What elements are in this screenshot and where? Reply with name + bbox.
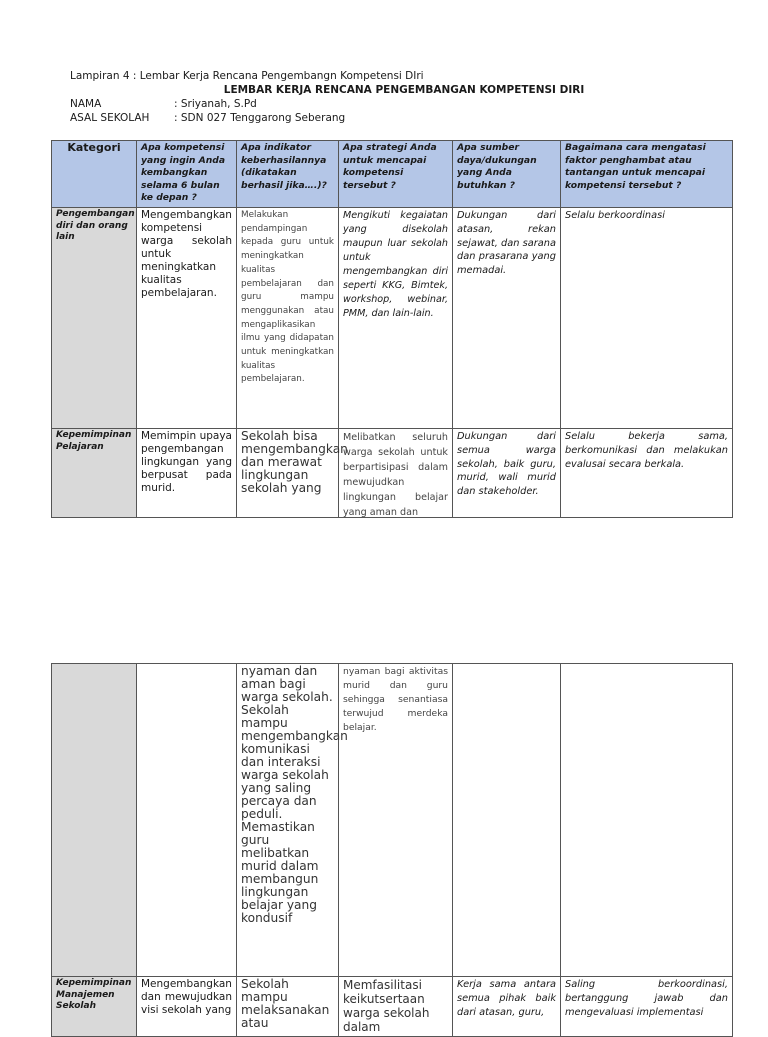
column-header-indicator: Apa indikator keberhasilannya (dikatakan berhasil jika….)? (237, 141, 339, 208)
strategy-cell: nyaman bagi aktivitas murid dan guru sehingga senantiasa terwujud merdeka belajar. (339, 664, 453, 977)
competency-cell: Mengembangkan kompetensi warga sekolah untuk meningkatkan kualitas pembelajaran. (137, 208, 237, 429)
category-cell: Kepemimpinan Manajemen Sekolah (52, 977, 137, 1037)
support-cell: Kerja sama antara semua pihak baik dari atasan, guru, (453, 977, 561, 1037)
name-label: NAMA (70, 98, 102, 110)
table-row (52, 429, 733, 518)
strategy-cell: Mengikuti kegaiatan yang disekolah maupun luar sekolah untuk mengembangkan diri seperti KKG, Bimtek, workshop, webinar, PMM, dan lain-lain. (339, 208, 453, 429)
competency-cell (137, 664, 237, 977)
competency-plan-table (51, 140, 733, 518)
category-cell (52, 664, 137, 977)
attachment-label: Lampiran 4 : Lembar Kerja Rencana Pengembangn Kompetensi DIri (70, 70, 424, 82)
document-title: LEMBAR KERJA RENCANA PENGEMBANGAN KOMPETENSI DIRI (223, 84, 585, 96)
table-header-row (52, 141, 733, 208)
competency-cell: Mengembangkan dan mewujudkan visi sekolah yang (137, 977, 237, 1037)
obstacle-cell (561, 664, 733, 977)
column-header-category: Kategori (52, 141, 137, 208)
competency-cell: Memimpin upaya pengembangan lingkungan yang berpusat pada murid. (137, 429, 237, 518)
name-row (70, 98, 257, 111)
table-row (52, 208, 733, 429)
obstacle-cell: Saling berkoordinasi, bertanggung jawab dan mengevaluasi implementasi (561, 977, 733, 1037)
indicator-text: Sekolah bisa mengembangkan dan merawat lingkungan sekolah yang (241, 429, 348, 495)
support-cell: Dukungan dari semua warga sekolah, baik guru, murid, wali murid dan stakeholder. (453, 429, 561, 518)
obstacle-cell: Selalu berkoordinasi (561, 208, 733, 429)
table-row (52, 664, 733, 977)
support-cell (453, 664, 561, 977)
school-label: ASAL SEKOLAH (70, 112, 150, 124)
table-row (52, 977, 733, 1037)
strategy-cell: Memfasilitasi keikutsertaan warga sekolah dalam (339, 977, 453, 1037)
school-value: : SDN 027 Tenggarong Seberang (174, 112, 346, 124)
column-header-support: Apa sumber daya/dukungan yang Anda butuhkan ? (453, 141, 561, 208)
indicator-cell: Melakukan pendampingan kepada guru untuk meningkatkan kualitas pembelajaran dan guru mampu menggunakan atau mengaplikasikan ilmu yang didapatan untuk meningkatkan kualitas pembelajaran. (237, 208, 339, 429)
column-header-competency: Apa kompetensi yang ingin Anda kembangkan selama 6 bulan ke depan ? (137, 141, 237, 208)
column-header-obstacle: Bagaimana cara mengatasi faktor penghambat atau tantangan untuk mencapai kompetensi tersebut ? (561, 141, 733, 208)
obstacle-cell: Selalu bekerja sama, berkomunikasi dan melakukan evalusai secara berkala. (561, 429, 733, 518)
name-value: : Sriyanah, S.Pd (174, 98, 257, 110)
indicator-cell (237, 429, 348, 518)
support-cell: Dukungan dari atasan, rekan sejawat, dan sarana dan prasarana yang memadai. (453, 208, 561, 429)
indicator-cell: Sekolah mampu melaksanakan atau (237, 977, 339, 1037)
strategy-text: Melibatkan seluruh warga sekolah untuk berpartisipasi dalam mewujudkan lingkungan belajar yang aman dan (343, 432, 448, 518)
competency-plan-table-continued (51, 663, 733, 1037)
category-cell: Pengembangan diri dan orang lain (52, 208, 137, 429)
category-cell: Kepemimpinan Pelajaran (52, 429, 137, 518)
strategy-cell (339, 429, 453, 518)
column-header-strategy: Apa strategi Anda untuk mencapai kompetensi tersebut ? (339, 141, 453, 208)
school-row (70, 112, 345, 125)
indicator-cell: nyaman dan aman bagi warga sekolah. Sekolah mampu mengembangkan komunikasi dan interaksi warga sekolah yang saling percaya dan peduli. Memastikan guru melibatkan murid dalam membangun lingkungan belajar yang kondusif (237, 664, 339, 977)
